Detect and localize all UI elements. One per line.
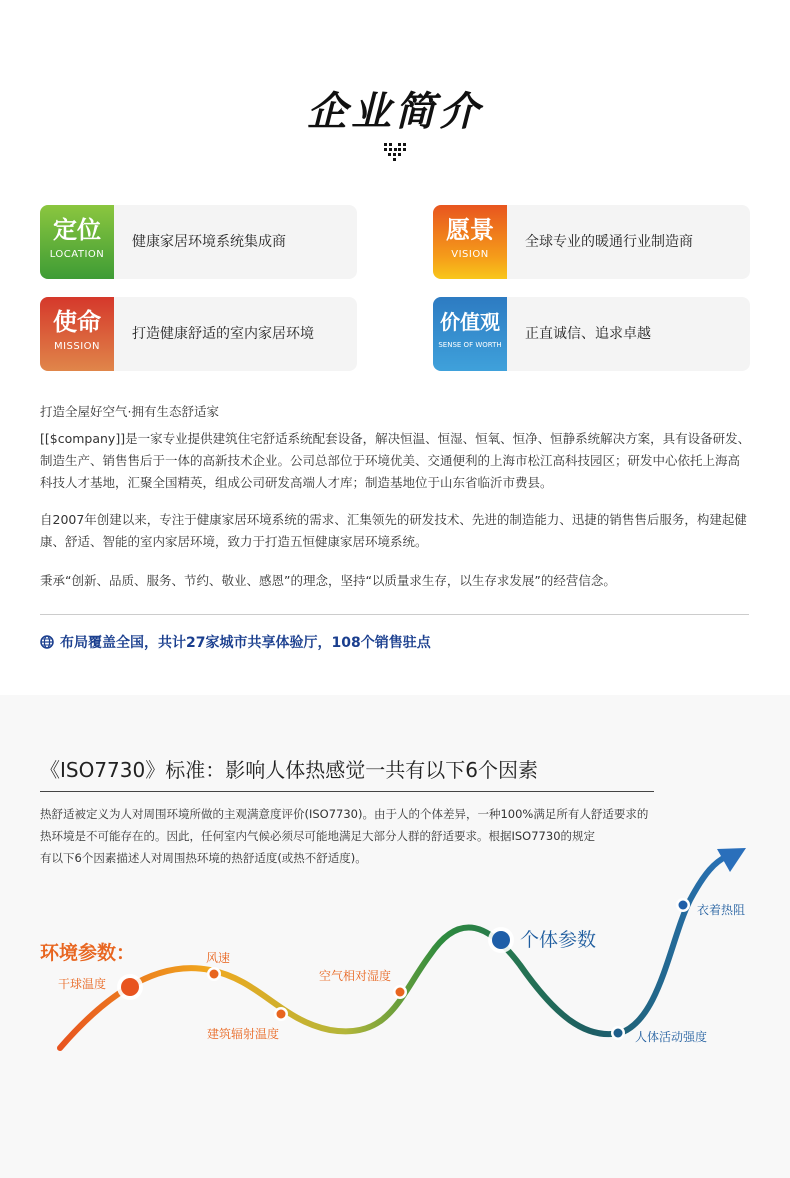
card-location (40, 205, 357, 279)
coverage-stat (40, 632, 431, 652)
point-radiant-temp (274, 1007, 288, 1021)
point-dry-bulb (117, 974, 143, 1000)
card-values (433, 297, 750, 371)
vision-subtitle: VISION (451, 249, 489, 260)
page-title: 企业简介 (307, 89, 483, 135)
values-title: 价值观 (440, 310, 500, 334)
coverage-stat-text: 布局覆盖全国，共计27家城市共享体验厅，108个销售驻点 (60, 635, 431, 651)
vision-badge (433, 205, 507, 279)
label-radiant-temp: 建筑辐射温度 (207, 1027, 280, 1041)
heart-dots-icon (383, 142, 407, 164)
card-vision (433, 205, 750, 279)
divider (40, 614, 749, 615)
card-mission (40, 297, 357, 371)
personal-params-label: 个体参数 (520, 929, 597, 951)
iso-desc-line-3: 有以下6个因素描述人对周围热环境的热舒适度(或热不舒适度)。 (40, 851, 367, 865)
factor-curve-diagram (0, 840, 790, 1080)
mission-badge (40, 297, 114, 371)
iso-desc-line-1: 热舒适被定义为人对周围环境所做的主观满意度评价(ISO7730)。由于人的个体差异，一种100%满足所有人舒适要求的 (40, 807, 649, 821)
location-desc: 健康家居环境系统集成商 (132, 234, 286, 250)
label-dry-bulb: 干球温度 (58, 977, 107, 991)
vision-title: 愿景 (446, 216, 494, 244)
globe-icon (40, 635, 54, 649)
mission-subtitle: MISSION (53, 341, 101, 352)
iso-title-underline (40, 791, 654, 792)
intro-paragraph-2: 自2007年创建以来，专注于健康家居环境系统的需求、汇集领先的研发技术、先进的制造能力、迅捷的销售售后服务，构建起健康、舒适、智能的室内家居环境，致力于打造五恒健康家居环境系统。 (40, 512, 747, 549)
point-activity (611, 1026, 625, 1040)
intro-slogan: 打造全屋好空气·拥有生态舒适家 (40, 404, 219, 419)
label-clothing: 衣着热阻 (697, 903, 746, 917)
label-humidity: 空气相对湿度 (319, 969, 392, 983)
location-title: 定位 (53, 216, 101, 244)
iso-title: 《ISO7730》标准：影响人体热感觉一共有以下6个因素 (40, 758, 538, 782)
values-subtitle: SENSE OF WORTH (438, 341, 502, 349)
point-humidity (393, 985, 407, 999)
point-clothing (676, 898, 690, 912)
env-params-label: 环境参数： (40, 942, 136, 964)
point-wind-speed (207, 967, 221, 981)
factor-curve (60, 856, 727, 1048)
mission-desc: 打造健康舒适的室内家居环境 (132, 326, 314, 342)
intro-paragraph-1: [[$company]]是一家专业提供建筑住宅舒适系统配套设备，解决恒温、恒湿、恒氧、恒净、恒静系统解决方案，具有设备研发、制造生产、销售售后于一体的高新技术企业。公司总部位于环境优美、交通便利的上海市松江高科技园区；研发中心依托上海高科技人才基地，汇聚全国精英，组成公司研发高端人才库；制造基地位于山东省临沂市费县。 (40, 431, 751, 490)
vision-desc: 全球专业的暖通行业制造商 (525, 234, 693, 250)
label-wind-speed: 风速 (206, 951, 231, 965)
mission-title: 使命 (53, 308, 101, 336)
point-personal (488, 927, 514, 953)
location-subtitle: LOCATION (49, 249, 105, 260)
location-badge (40, 205, 114, 279)
values-desc: 正直诚信、追求卓越 (525, 326, 651, 342)
intro-paragraph-3: 秉承“创新、品质、服务、节约、敬业、感恩”的理念，坚持“以质量求生存，以生存求发展”的经营信念。 (40, 573, 616, 588)
label-activity: 人体活动强度 (635, 1030, 708, 1044)
values-badge (433, 297, 507, 371)
iso-desc-line-2: 热环境是不可能存在的。因此，任何室内气候必须尽可能地满足大部分人群的舒适要求。根据ISO7730的规定 (40, 829, 596, 843)
